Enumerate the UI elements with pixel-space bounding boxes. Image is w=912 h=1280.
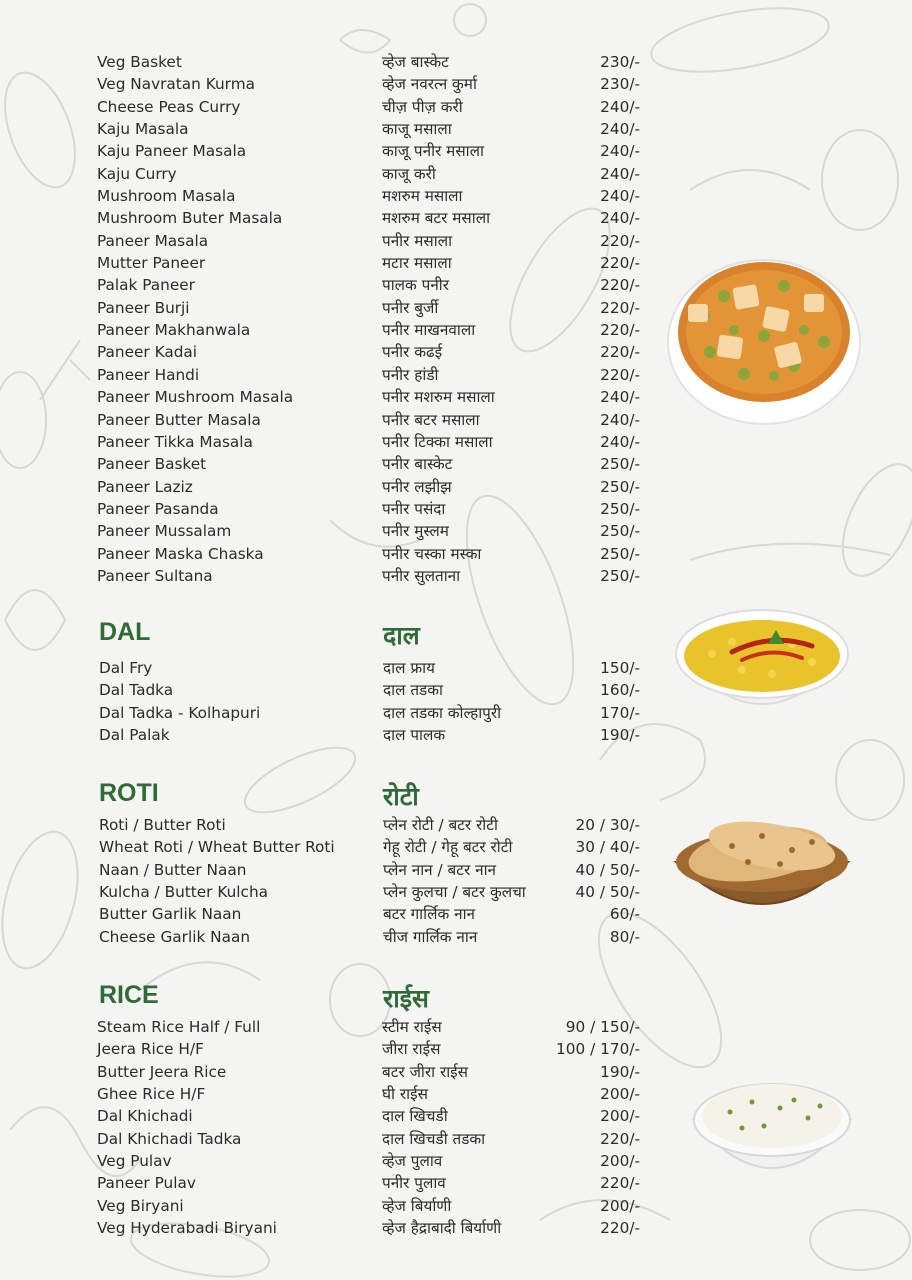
- item-name-hi: पनीर लझीझ: [382, 477, 452, 496]
- menu-item-row: [0, 543, 912, 565]
- item-name-hi: दाल खिचडी: [382, 1107, 448, 1126]
- menu-item-row: [0, 207, 912, 229]
- item-price: 250/-: [600, 522, 640, 541]
- item-price: 250/-: [600, 455, 640, 474]
- item-name-en: Palak Paneer: [97, 276, 195, 295]
- menu-item-row: [0, 185, 912, 207]
- item-name-hi: व्हेज बास्केट: [382, 53, 449, 71]
- item-price: 170/-: [600, 703, 640, 722]
- item-name-en: Dal Palak: [99, 726, 170, 745]
- naan-basket-image: [672, 806, 852, 928]
- item-price: 220/-: [600, 365, 640, 384]
- item-name-hi: दाल खिचडी तडका: [382, 1129, 486, 1148]
- item-name-hi: दाल तडका कोल्हापुरी: [383, 703, 502, 722]
- item-name-en: Ghee Rice H/F: [97, 1085, 206, 1104]
- item-name-hi: स्टीम राईस: [382, 1018, 442, 1036]
- item-price: 230/-: [600, 53, 640, 71]
- rice-title-hi: राईस: [383, 985, 429, 1013]
- item-price: 20 / 30/-: [575, 816, 640, 834]
- item-name-en: Dal Khichadi: [97, 1107, 193, 1126]
- item-name-en: Paneer Maska Chaska: [97, 544, 264, 563]
- item-price: 240/-: [600, 209, 640, 228]
- item-name-en: Paneer Pulav: [97, 1174, 196, 1193]
- item-price: 220/-: [600, 343, 640, 362]
- item-name-hi: दाल पालक: [383, 726, 446, 745]
- item-name-hi: मटार मसाला: [382, 254, 452, 273]
- item-name-hi: पालक पनीर: [382, 276, 450, 295]
- item-name-hi: पनीर मसाला: [382, 231, 453, 250]
- item-price: 80/-: [609, 927, 640, 946]
- item-price: 220/-: [600, 231, 640, 250]
- item-name-en: Paneer Kadai: [97, 343, 198, 362]
- menu-item-row: [0, 498, 912, 520]
- item-name-en: Dal Fry: [99, 659, 153, 677]
- item-name-en: Dal Tadka - Kolhapuri: [99, 703, 261, 722]
- item-name-hi: पनीर सुलताना: [382, 566, 461, 585]
- item-name-en: Veg Navratan Kurma: [97, 75, 255, 94]
- item-name-en: Paneer Makhanwala: [97, 321, 251, 340]
- item-name-en: Paneer Burji: [97, 298, 190, 317]
- item-name-hi: प्लेन कुलचा / बटर कुलचा: [383, 883, 526, 902]
- item-name-hi: व्हेज हैद्राबादी बिर्याणी: [382, 1219, 502, 1238]
- item-price: 200/-: [600, 1107, 640, 1126]
- item-name-hi: गेहू रोटी / गेहू बटर रोटी: [383, 838, 513, 857]
- item-name-hi: घी राईस: [382, 1085, 428, 1104]
- item-name-en: Mutter Paneer: [97, 254, 206, 273]
- item-name-en: Paneer Mussalam: [97, 522, 232, 541]
- item-price: 250/-: [600, 544, 640, 563]
- item-name-hi: पनीर बटर मसाला: [382, 410, 480, 429]
- menu-item-row: [0, 520, 912, 542]
- item-name-hi: पनीर मुस्लम: [382, 522, 449, 541]
- item-price: 190/-: [600, 726, 640, 745]
- item-price: 230/-: [600, 75, 640, 94]
- item-name-en: Paneer Pasanda: [97, 499, 219, 518]
- item-name-hi: मशरुम बटर मसाला: [382, 209, 491, 228]
- roti-title-en: ROTI: [99, 779, 159, 807]
- item-name-en: Veg Biryani: [97, 1196, 184, 1215]
- item-name-en: Paneer Sultana: [97, 566, 213, 585]
- menu-item-row: [0, 453, 912, 475]
- item-price: 60/-: [609, 905, 640, 924]
- item-name-en: Mushroom Buter Masala: [97, 209, 283, 228]
- item-price: 90 / 150/-: [565, 1018, 640, 1036]
- paneer-curry-bowl-image: [664, 246, 864, 428]
- item-name-en: Paneer Basket: [97, 455, 207, 474]
- item-name-hi: जीरा राईस: [382, 1040, 441, 1059]
- item-name-en: Kaju Paneer Masala: [97, 142, 247, 161]
- item-price: 220/-: [600, 321, 640, 340]
- item-price: 200/-: [600, 1152, 640, 1171]
- item-name-hi: काजू करी: [382, 164, 436, 183]
- menu-item-row: [0, 926, 912, 948]
- item-price: 40 / 50/-: [575, 883, 640, 902]
- item-name-en: Veg Hyderabadi Biryani: [97, 1219, 277, 1238]
- item-name-en: Paneer Mushroom Masala: [97, 388, 294, 407]
- item-name-en: Kaju Curry: [97, 164, 177, 183]
- item-name-hi: मशरुम मसाला: [382, 187, 463, 206]
- item-name-hi: व्हेज बिर्याणी: [382, 1196, 452, 1215]
- menu-item-row: [0, 565, 912, 587]
- item-name-hi: पनीर हांडी: [382, 365, 439, 384]
- item-name-hi: बटर गार्लिक नान: [383, 905, 476, 924]
- item-name-hi: पनीर माखनवाला: [382, 321, 476, 340]
- item-name-hi: पनीर बुर्जी: [382, 298, 439, 317]
- item-price: 240/-: [600, 432, 640, 451]
- dal-title-en: DAL: [99, 618, 151, 646]
- menu-item-row: [0, 96, 912, 118]
- roti-title-hi: रोटी: [383, 783, 419, 811]
- item-name-en: Kulcha / Butter Kulcha: [99, 883, 269, 902]
- menu-item-row: [0, 1016, 912, 1038]
- item-name-hi: व्हेज नवरत्न कुर्मा: [382, 75, 477, 94]
- item-price: 240/-: [600, 410, 640, 429]
- item-price: 190/-: [600, 1062, 640, 1081]
- item-name-en: Butter Garlik Naan: [99, 905, 242, 924]
- item-name-hi: काजू पनीर मसाला: [382, 142, 484, 161]
- item-price: 240/-: [600, 97, 640, 116]
- item-name-en: Paneer Tikka Masala: [97, 432, 253, 451]
- item-name-hi: बटर जीरा राईस: [382, 1062, 469, 1081]
- item-price: 250/-: [600, 499, 640, 518]
- item-name-hi: चीज गार्लिक नान: [383, 927, 478, 946]
- rice-title-en: RICE: [99, 981, 159, 1009]
- item-name-en: Kaju Masala: [97, 120, 189, 139]
- item-price: 240/-: [600, 388, 640, 407]
- item-name-hi: पनीर बास्केट: [382, 455, 453, 474]
- item-name-en: Veg Basket: [97, 53, 182, 71]
- item-name-hi: पनीर मशरुम मसाला: [382, 388, 495, 407]
- item-name-en: Cheese Peas Curry: [97, 97, 241, 116]
- item-price: 220/-: [600, 1174, 640, 1193]
- item-name-en: Wheat Roti / Wheat Butter Roti: [99, 838, 335, 857]
- item-name-en: Cheese Garlik Naan: [99, 927, 251, 946]
- item-price: 200/-: [600, 1085, 640, 1104]
- menu-item-row: [0, 118, 912, 140]
- item-name-hi: पनीर कढई: [382, 343, 443, 362]
- item-price: 250/-: [600, 477, 640, 496]
- menu-item-row: [0, 163, 912, 185]
- item-name-en: Steam Rice Half / Full: [97, 1018, 261, 1036]
- item-name-en: Dal Tadka: [99, 681, 174, 700]
- item-name-en: Naan / Butter Naan: [99, 860, 247, 879]
- dal-bowl-image: [672, 604, 852, 726]
- item-price: 40 / 50/-: [575, 860, 640, 879]
- item-name-en: Veg Pulav: [97, 1152, 172, 1171]
- item-price: 220/-: [600, 254, 640, 273]
- item-price: 240/-: [600, 120, 640, 139]
- rice-bowl-image: [690, 1066, 854, 1196]
- item-name-hi: प्लेन नान / बटर नान: [383, 860, 497, 879]
- item-name-hi: दाल फ्राय: [383, 659, 435, 677]
- menu-item-row: [0, 1217, 912, 1239]
- item-name-en: Paneer Masala: [97, 231, 209, 250]
- item-name-en: Mushroom Masala: [97, 187, 236, 206]
- menu-item-row: [0, 431, 912, 453]
- menu-item-row: [0, 51, 912, 73]
- item-price: 240/-: [600, 164, 640, 183]
- item-price: 160/-: [600, 681, 640, 700]
- item-name-hi: प्लेन रोटी / बटर रोटी: [383, 816, 498, 834]
- item-price: 240/-: [600, 187, 640, 206]
- item-name-hi: पनीर पुलाव: [382, 1174, 446, 1193]
- item-name-en: Dal Khichadi Tadka: [97, 1129, 242, 1148]
- menu-item-row: [0, 1195, 912, 1217]
- item-price: 220/-: [600, 1129, 640, 1148]
- item-price: 200/-: [600, 1196, 640, 1215]
- item-price: 250/-: [600, 566, 640, 585]
- item-name-en: Jeera Rice H/F: [97, 1040, 204, 1059]
- item-name-en: Paneer Butter Masala: [97, 410, 261, 429]
- menu-item-row: [0, 1038, 912, 1060]
- item-price: 220/-: [600, 1219, 640, 1238]
- item-price: 220/-: [600, 298, 640, 317]
- item-name-hi: काजू मसाला: [382, 120, 452, 139]
- menu-item-row: [0, 73, 912, 95]
- item-name-en: Paneer Handi: [97, 365, 200, 384]
- item-price: 220/-: [600, 276, 640, 295]
- item-price: 150/-: [600, 659, 640, 677]
- dal-title-hi: दाल: [383, 622, 420, 650]
- item-price: 100 / 170/-: [556, 1040, 640, 1059]
- menu-item-row: [0, 724, 912, 746]
- item-name-en: Roti / Butter Roti: [99, 816, 226, 834]
- item-name-hi: चीज़ पीज़ करी: [382, 97, 463, 116]
- item-name-en: Paneer Laziz: [97, 477, 193, 496]
- item-name-hi: व्हेज पुलाव: [382, 1152, 443, 1171]
- item-price: 30 / 40/-: [575, 838, 640, 857]
- item-name-hi: दाल तडका: [383, 681, 443, 700]
- item-price: 240/-: [600, 142, 640, 161]
- menu-item-row: [0, 476, 912, 498]
- item-name-hi: पनीर टिक्का मसाला: [382, 432, 493, 451]
- menu-item-row: [0, 140, 912, 162]
- item-name-hi: पनीर पसंदा: [382, 499, 446, 518]
- item-name-hi: पनीर चस्का मस्का: [382, 544, 482, 563]
- item-name-en: Butter Jeera Rice: [97, 1062, 227, 1081]
